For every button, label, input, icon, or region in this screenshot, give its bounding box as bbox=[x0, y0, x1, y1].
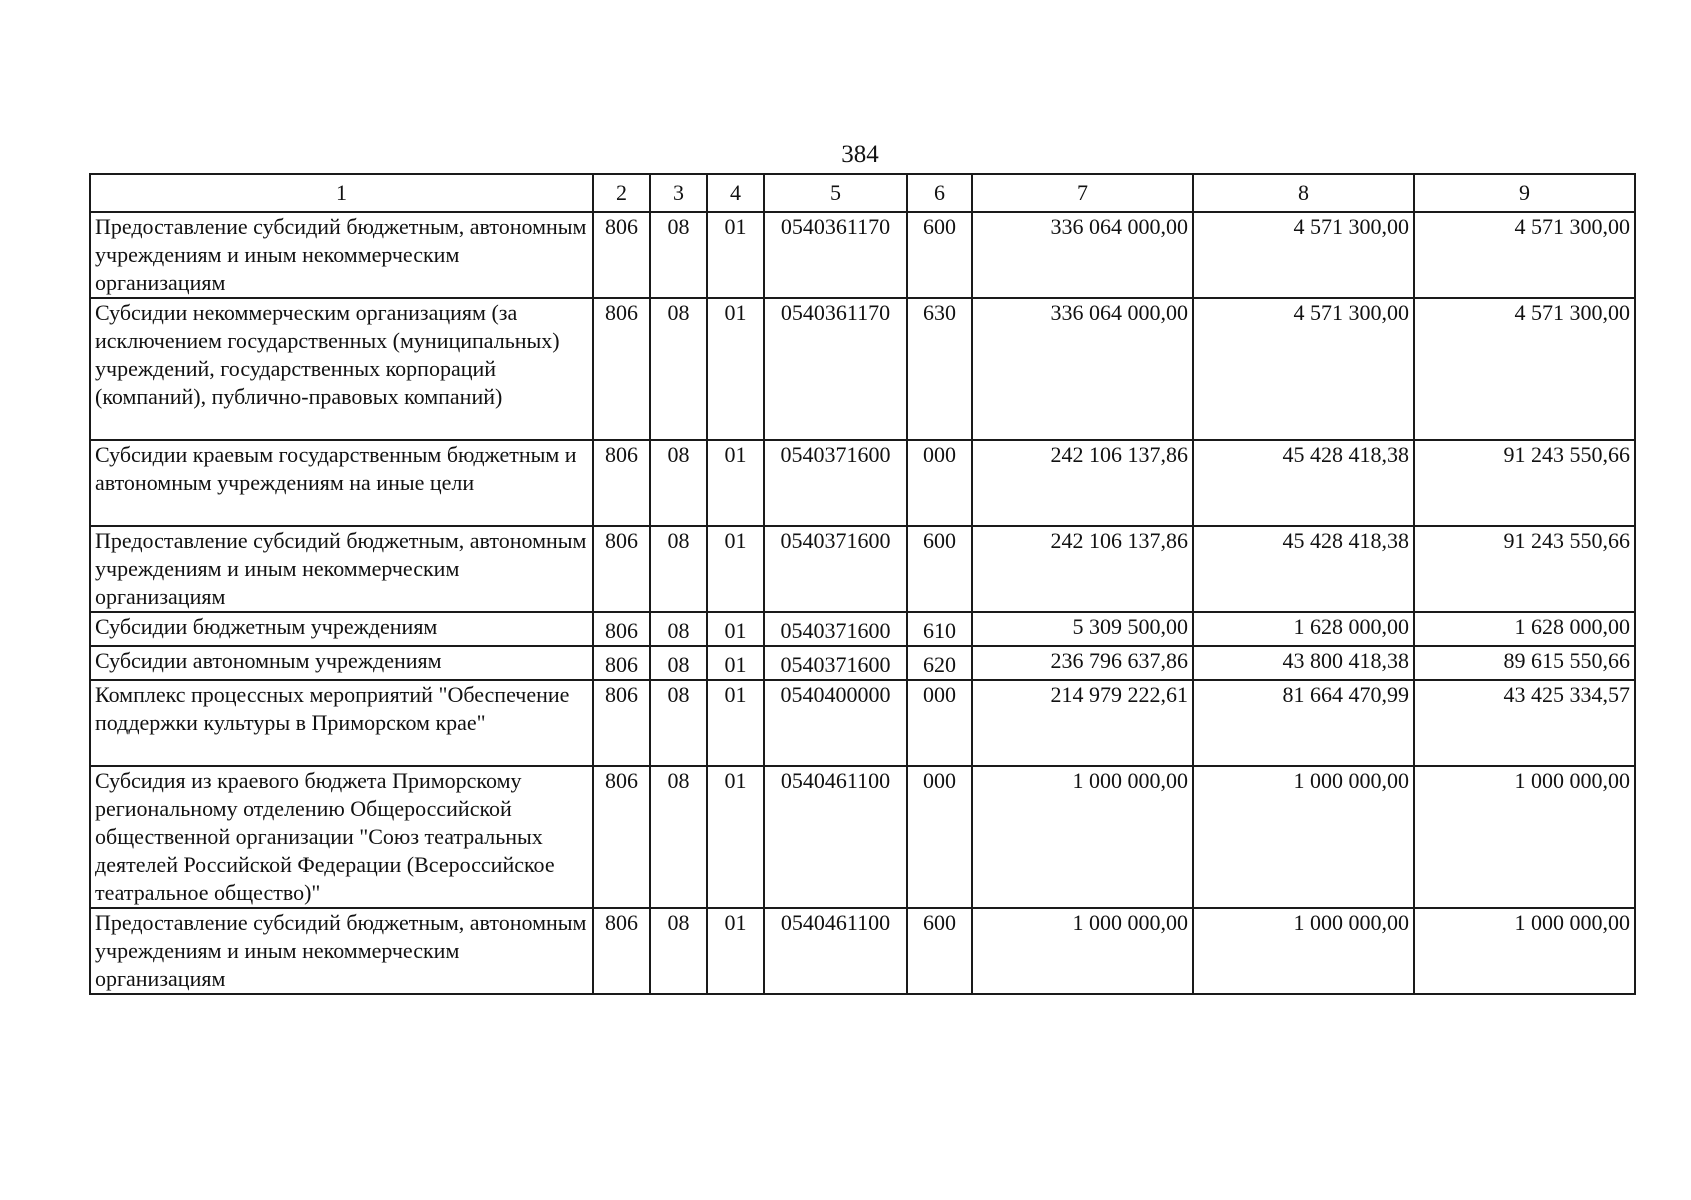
amount-col-7: 214 979 222,61 bbox=[972, 680, 1193, 766]
header-cell: 6 bbox=[907, 174, 972, 212]
amount-col-9: 1 000 000,00 bbox=[1414, 766, 1635, 908]
amount-col-7: 336 064 000,00 bbox=[972, 212, 1193, 298]
expense-type-code: 000 bbox=[907, 766, 972, 908]
subsection-code: 01 bbox=[707, 680, 764, 766]
ministry-code: 806 bbox=[593, 440, 650, 526]
header-cell: 4 bbox=[707, 174, 764, 212]
amount-col-9: 1 628 000,00 bbox=[1414, 612, 1635, 646]
subsection-code: 01 bbox=[707, 440, 764, 526]
amount-col-7: 1 000 000,00 bbox=[972, 766, 1193, 908]
amount-col-7: 236 796 637,86 bbox=[972, 646, 1193, 680]
amount-col-9: 91 243 550,66 bbox=[1414, 526, 1635, 612]
expense-type-code: 620 bbox=[907, 646, 972, 680]
expense-type-code: 600 bbox=[907, 908, 972, 994]
amount-col-7: 1 000 000,00 bbox=[972, 908, 1193, 994]
table-header-row bbox=[90, 174, 1635, 212]
expense-type-code: 610 bbox=[907, 612, 972, 646]
header-cell: 5 bbox=[764, 174, 907, 212]
row-name: Субсидия из краевого бюджета Приморскому региональному отделению Общероссийской общественной организации "Союз театральных деятелей Российской Федерации (Всероссийское театральное общество)" bbox=[90, 766, 593, 908]
table-row bbox=[90, 526, 1635, 612]
subsection-code: 01 bbox=[707, 212, 764, 298]
ministry-code: 806 bbox=[593, 766, 650, 908]
table-row bbox=[90, 646, 1635, 680]
section-code: 08 bbox=[650, 212, 707, 298]
table-row bbox=[90, 766, 1635, 908]
ministry-code: 806 bbox=[593, 212, 650, 298]
amount-col-9: 1 000 000,00 bbox=[1414, 908, 1635, 994]
target-article-code: 0540371600 bbox=[764, 526, 907, 612]
table-row bbox=[90, 440, 1635, 526]
target-article-code: 0540371600 bbox=[764, 612, 907, 646]
subsection-code: 01 bbox=[707, 526, 764, 612]
amount-col-7: 242 106 137,86 bbox=[972, 440, 1193, 526]
amount-col-8: 43 800 418,38 bbox=[1193, 646, 1414, 680]
ministry-code: 806 bbox=[593, 298, 650, 440]
amount-col-8: 4 571 300,00 bbox=[1193, 298, 1414, 440]
page-number: 384 bbox=[841, 141, 879, 168]
table-row bbox=[90, 908, 1635, 994]
ministry-code: 806 bbox=[593, 612, 650, 646]
amount-col-9: 43 425 334,57 bbox=[1414, 680, 1635, 766]
table-row bbox=[90, 680, 1635, 766]
row-name: Субсидии автономным учреждениям bbox=[90, 646, 593, 680]
section-code: 08 bbox=[650, 908, 707, 994]
row-name: Субсидии краевым государственным бюджетным и автономным учреждениям на иные цели bbox=[90, 440, 593, 526]
subsection-code: 01 bbox=[707, 646, 764, 680]
table-row bbox=[90, 212, 1635, 298]
section-code: 08 bbox=[650, 612, 707, 646]
subsection-code: 01 bbox=[707, 908, 764, 994]
table-row bbox=[90, 612, 1635, 646]
amount-col-8: 45 428 418,38 bbox=[1193, 440, 1414, 526]
ministry-code: 806 bbox=[593, 646, 650, 680]
amount-col-8: 45 428 418,38 bbox=[1193, 526, 1414, 612]
row-name: Субсидии некоммерческим организациям (за исключением государственных (муниципальных) учреждений, государственных корпораций (компаний), публично-правовых компаний) bbox=[90, 298, 593, 440]
amount-col-8: 81 664 470,99 bbox=[1193, 680, 1414, 766]
expense-type-code: 600 bbox=[907, 526, 972, 612]
target-article-code: 0540461100 bbox=[764, 766, 907, 908]
amount-col-9: 4 571 300,00 bbox=[1414, 298, 1635, 440]
ministry-code: 806 bbox=[593, 680, 650, 766]
target-article-code: 0540361170 bbox=[764, 298, 907, 440]
amount-col-7: 5 309 500,00 bbox=[972, 612, 1193, 646]
subsection-code: 01 bbox=[707, 298, 764, 440]
row-name: Предоставление субсидий бюджетным, автономным учреждениям и иным некоммерческим организациям bbox=[90, 908, 593, 994]
row-name: Предоставление субсидий бюджетным, автономным учреждениям и иным некоммерческим организациям bbox=[90, 526, 593, 612]
amount-col-9: 91 243 550,66 bbox=[1414, 440, 1635, 526]
section-code: 08 bbox=[650, 440, 707, 526]
expense-type-code: 000 bbox=[907, 440, 972, 526]
table-row bbox=[90, 298, 1635, 440]
amount-col-9: 89 615 550,66 bbox=[1414, 646, 1635, 680]
amount-col-8: 1 000 000,00 bbox=[1193, 766, 1414, 908]
target-article-code: 0540461100 bbox=[764, 908, 907, 994]
header-cell: 9 bbox=[1414, 174, 1635, 212]
budget-table bbox=[89, 173, 1636, 995]
section-code: 08 bbox=[650, 646, 707, 680]
subsection-code: 01 bbox=[707, 612, 764, 646]
target-article-code: 0540371600 bbox=[764, 440, 907, 526]
amount-col-9: 4 571 300,00 bbox=[1414, 212, 1635, 298]
amount-col-8: 1 628 000,00 bbox=[1193, 612, 1414, 646]
section-code: 08 bbox=[650, 680, 707, 766]
section-code: 08 bbox=[650, 526, 707, 612]
ministry-code: 806 bbox=[593, 526, 650, 612]
header-cell: 8 bbox=[1193, 174, 1414, 212]
expense-type-code: 600 bbox=[907, 212, 972, 298]
header-cell: 1 bbox=[90, 174, 593, 212]
header-cell: 3 bbox=[650, 174, 707, 212]
expense-type-code: 000 bbox=[907, 680, 972, 766]
section-code: 08 bbox=[650, 298, 707, 440]
row-name: Субсидии бюджетным учреждениям bbox=[90, 612, 593, 646]
target-article-code: 0540371600 bbox=[764, 646, 907, 680]
amount-col-7: 336 064 000,00 bbox=[972, 298, 1193, 440]
subsection-code: 01 bbox=[707, 766, 764, 908]
target-article-code: 0540400000 bbox=[764, 680, 907, 766]
section-code: 08 bbox=[650, 766, 707, 908]
amount-col-8: 1 000 000,00 bbox=[1193, 908, 1414, 994]
header-cell: 2 bbox=[593, 174, 650, 212]
header-cell: 7 bbox=[972, 174, 1193, 212]
row-name: Предоставление субсидий бюджетным, автономным учреждениям и иным некоммерческим организациям bbox=[90, 212, 593, 298]
target-article-code: 0540361170 bbox=[764, 212, 907, 298]
expense-type-code: 630 bbox=[907, 298, 972, 440]
amount-col-8: 4 571 300,00 bbox=[1193, 212, 1414, 298]
row-name: Комплекс процессных мероприятий "Обеспечение поддержки культуры в Приморском крае" bbox=[90, 680, 593, 766]
amount-col-7: 242 106 137,86 bbox=[972, 526, 1193, 612]
ministry-code: 806 bbox=[593, 908, 650, 994]
